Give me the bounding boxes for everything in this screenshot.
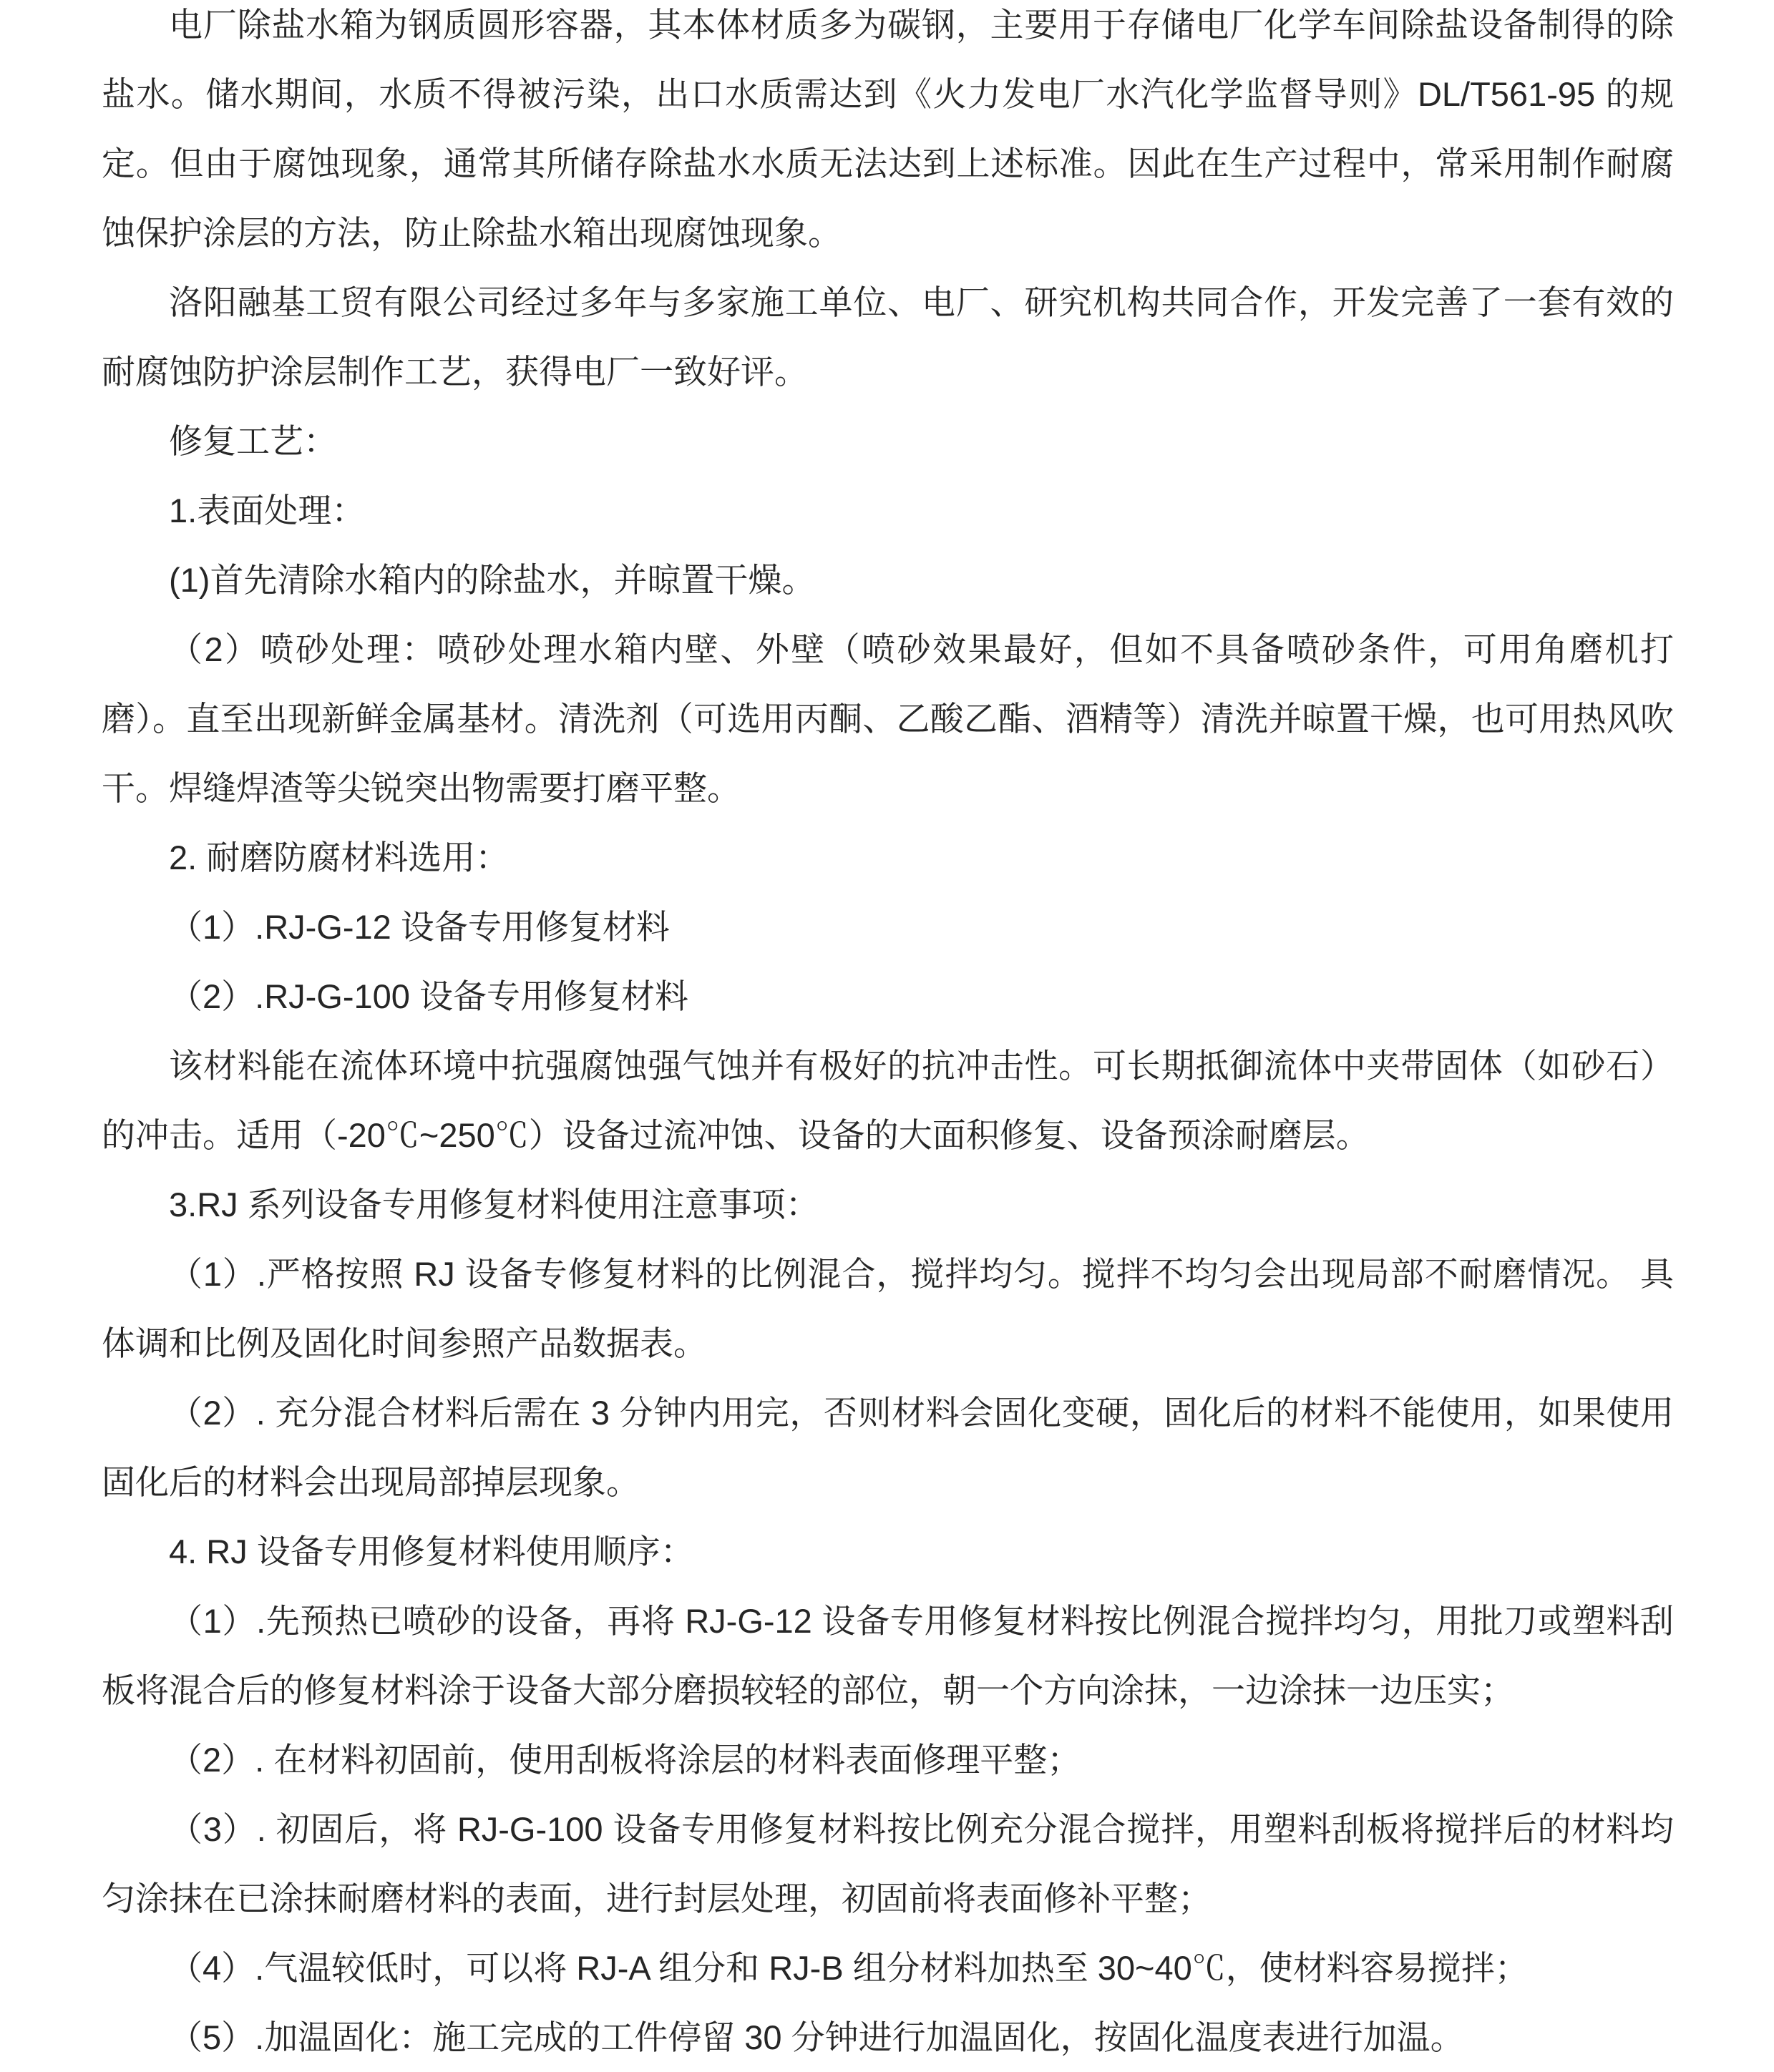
paragraph-company-intro: 洛阳融基工贸有限公司经过多年与多家施工单位、电厂、研究机构共同合作，开发完善了一套有效的耐腐蚀防护涂层制作工艺，获得电厂一致好评。 xyxy=(102,283,1674,391)
paragraph-material-properties: 该材料能在流体环境中抗强腐蚀强气蚀并有极好的抗冲击性。可长期抵御流体中夹带固体（如砂石）的冲击。适用（-20℃~250℃）设备过流冲蚀、设备的大面积修复、设备预涂耐磨层。 xyxy=(102,1047,1674,1154)
paragraph-order-step3: （3）. 初固后，将 RJ-G-100 设备专用修复材料按比例充分混合搅拌，用塑料刮板将搅拌后的材料均匀涂抹在已涂抹耐磨材料的表面，进行封层处理，初固前将表面修补平整； xyxy=(102,1810,1674,1917)
paragraph-material-rjg12: （1）.RJ-G-12 设备专用修复材料 xyxy=(169,908,670,946)
paragraph-material-rjg100: （2）.RJ-G-100 设备专用修复材料 xyxy=(169,977,688,1015)
paragraph-order-step1: （1）.先预热已喷砂的设备，再将 RJ-G-12 设备专用修复材料按比例混合搅拌均匀，用批刀或塑料刮板将混合后的修复材料涂于设备大部分磨损较轻的部位，朝一个方向涂抹，一边涂抹一边压实； xyxy=(102,1602,1674,1709)
paragraph-order-step2: （2）. 在材料初固前，使用刮板将涂层的材料表面修理平整； xyxy=(169,1741,1081,1779)
heading-usage-notes: 3.RJ 系列设备专用修复材料使用注意事项： xyxy=(169,1186,819,1223)
heading-usage-order: 4. RJ 设备专用修复材料使用顺序： xyxy=(169,1533,694,1570)
paragraph-note-use-in-3min: （2）. 充分混合材料后需在 3 分钟内用完，否则材料会固化变硬，固化后的材料不能使用，如果使用固化后的材料会出现局部掉层现象。 xyxy=(102,1394,1674,1501)
paragraph-surface-step2: （2）喷砂处理：喷砂处理水箱内壁、外壁（喷砂效果最好，但如不具备喷砂条件，可用角磨机打磨）。直至出现新鲜金属基材。清洗剂（可选用丙酮、乙酸乙酯、酒精等）清洗并晾置干燥，也可用热风吹干。焊缝焊渣等尖锐突出物需要打磨平整。 xyxy=(102,630,1674,807)
paragraph-order-step4: （4）.气温较低时，可以将 RJ-A 组分和 RJ-B 组分材料加热至 30~40℃，使材料容易搅拌； xyxy=(169,1949,1529,1987)
paragraph-order-step5: （5）.加温固化：施工完成的工件停留 30 分钟进行加温固化，按固化温度表进行加温。 xyxy=(169,2018,1464,2056)
heading-repair-process: 修复工艺： xyxy=(169,422,337,460)
heading-material-selection: 2. 耐磨防腐材料选用： xyxy=(169,839,510,876)
paragraph-surface-step1: (1)首先清除水箱内的除盐水，并晾置干燥。 xyxy=(169,561,816,599)
heading-surface-treatment: 1.表面处理： xyxy=(169,492,366,529)
paragraph-intro-tank: 电厂除盐水箱为钢质圆形容器，其本体材质多为碳钢，主要用于存储电厂化学车间除盐设备制得的除盐水。储水期间，水质不得被污染，出口水质需达到《火力发电厂水汽化学监督导则》DL/T561-95 的规定。但由于腐蚀现象，通常其所储存除盐水水质无法达到上述标准。因此在生产过程中，常采用制作耐腐蚀保护涂层的方法，防止除盐水箱出现腐蚀现象。 xyxy=(102,6,1674,252)
paragraph-note-mixing-ratio: （1）.严格按照 RJ 设备专修复材料的比例混合，搅拌均匀。搅拌不均匀会出现局部不耐磨情况。 具体调和比例及固化时间参照产品数据表。 xyxy=(102,1255,1674,1362)
